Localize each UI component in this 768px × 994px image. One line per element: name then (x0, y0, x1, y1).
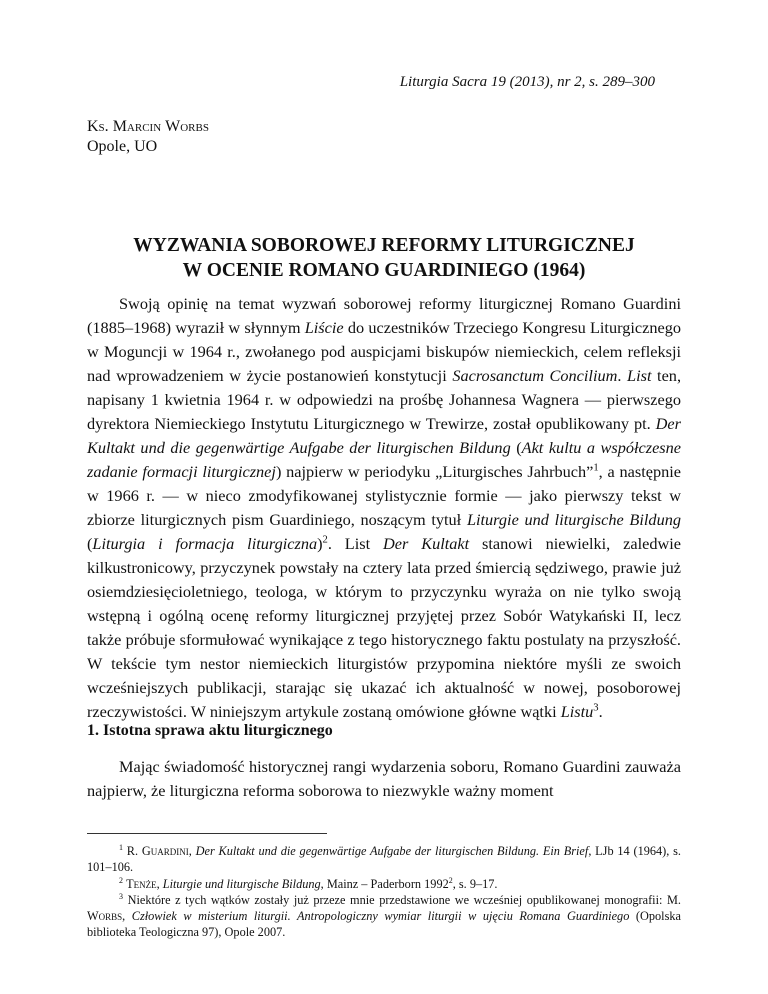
intro-paragraph: Swoją opinię na temat wyzwań soborowej reformy liturgicznej Romano Guardini (1885–1968) wyraził w słynnym Liście do uczestników Trzeciego Kongresu Liturgicznego w Moguncji w 1964 r., zwołanego pod auspicjami biskupów niemieckich, celem refleksji nad wprowadzeniem w życie postanowień konstytucji Sacrosanctum Concilium. List ten, napisany 1 kwietnia 1964 r. w odpowiedzi na prośbę Johannesa Wagnera — pierwszego dyrektora Niemieckiego Instytutu Liturgicznego w Trewirze, został opublikowany pt. Der Kultakt und die gegenwärtige Aufgabe der liturgischen Bildung (Akt kultu a współczesne zadanie formacji liturgicznej) najpierw w periodyku „Liturgisches Jahrbuch”$^1$, a następnie w 1966 r. — w nieco zmodyfikowanej stylistycznie formie — jako pierwszy tekst w zbiorze liturgicznych pism Guardiniego, noszącym tytuł Liturgie und liturgische Bildung (Liturgia i formacja liturgiczna)$^2$. List Der Kultakt stanowi niewielki, zaledwie kilkustronicowy, przyczynek powstały na cztery lata przed śmiercią sędziwego, prawie już osiemdziesięcioletniego, teologa, w którym to przyczynku wyraża on nie tylko swoją wstępną i ogólną ocenę reformy liturgicznej przyjętej przez Sobór Watykański II, lecz także próbuje sformułować wynikające z tego historycznego faktu postulaty na przyszłość. W tekście tym nestor niemieckich liturgistów przypomina niektóre myśli ze swoich wcześniejszych publikacji, starając się ukazać ich aktualność w nowej, posoborowej rzeczywistości. W niniejszym artykule zostaną omówione główne wątki Listu$^3$. (87, 294, 682, 721)
author-name: Ks. Marcin Worbs (87, 118, 209, 135)
footnote-ref-2: 2 (322, 534, 328, 546)
footnote-divider (87, 833, 327, 834)
title-line-2: W OCENIE ROMANO GUARDINIEGO (1964) (182, 260, 586, 281)
footnote-3: $^3$ Niektóre z tych wątków zostały już przeze mnie przedstawione we wcześniej opublikowanej monografii: M. Worbs, Człowiek w misterium liturgii. Antropologiczny wymiar liturgii w ujęciu Romana Guardiniego (Opolska biblioteka Teologiczna 97), Opole 2007. (87, 891, 681, 940)
footnote-ref-3: 3 (593, 702, 599, 714)
article-title (87, 233, 681, 283)
footnote-2: $^2$ Tenże, Liturgie und liturgische Bildung, Mainz – Paderborn 1992$^2$, s. 9–17. (119, 875, 498, 891)
footnote-ref-1: 1 (593, 462, 599, 474)
footnote-1: $^1$ R. Guardini, Der Kultakt und die gegenwärtige Aufgabe der liturgischen Bildung. Ein Brief, LJb 14 (1964), s. 101–106. (87, 842, 681, 875)
intro-paragraph-block (87, 292, 681, 724)
footnotes (87, 843, 681, 941)
author-block (87, 117, 209, 157)
section-paragraph: Mając świadomość historycznej rangi wydarzenia soboru, Romano Guardini zauważa najpierw, że liturgiczna reforma soborowa to niezwykle ważny moment (87, 757, 681, 800)
running-head: Liturgia Sacra 19 (2013), nr 2, s. 289–300 (399, 74, 655, 90)
section-paragraph-block (87, 755, 681, 803)
section-heading: 1. Istotna sprawa aktu liturgicznego (87, 722, 333, 739)
author-affiliation: Opole, UO (87, 138, 158, 155)
title-line-1: WYZWANIA SOBOROWEJ REFORMY LITURGICZNEJ (133, 235, 635, 256)
